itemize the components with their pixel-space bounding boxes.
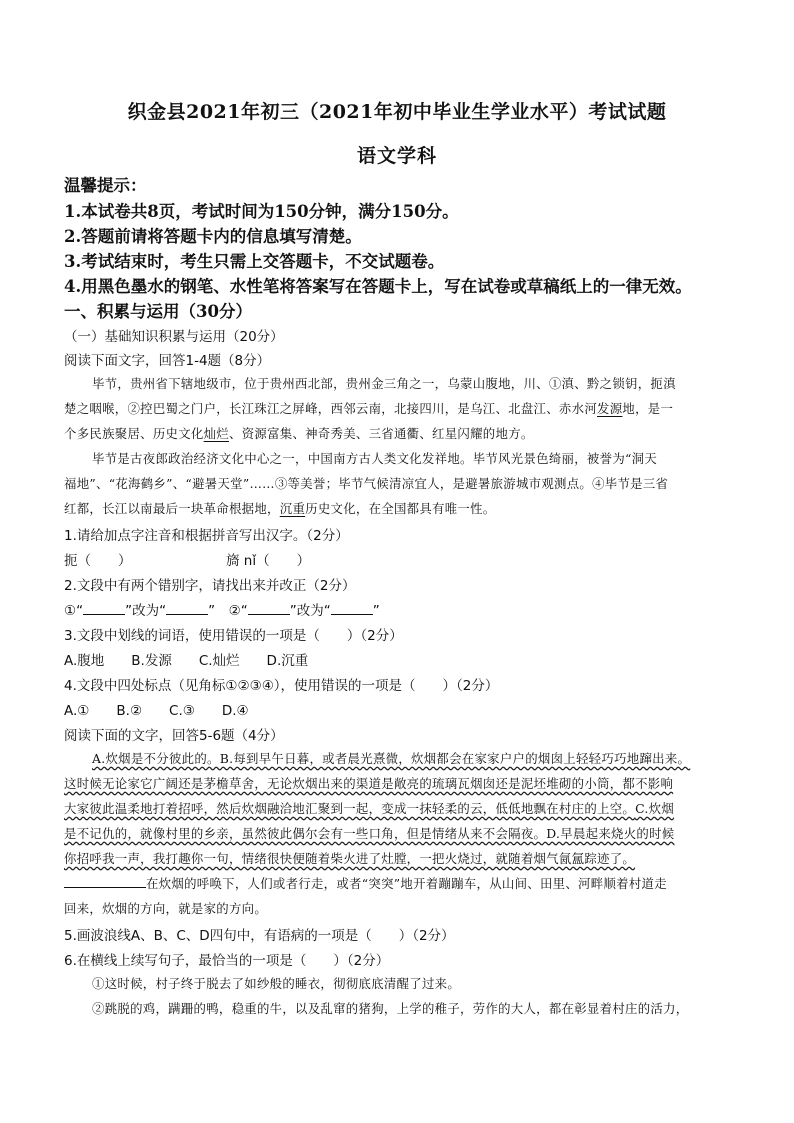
tips-heading: 温馨提示： xyxy=(64,176,147,195)
tip-item: 4.用黑色墨水的钢笔、水性笔将答案写在答题卡上，写在试卷或草稿纸上的一律无效。 xyxy=(64,277,692,296)
tip-item: 3.考试结束时，考生只需上交答题卡，不交试题卷。 xyxy=(64,252,445,271)
options: A.腹地 B.发源 C.灿烂 D.沉重 xyxy=(64,653,309,669)
passage-line xyxy=(92,749,690,767)
wavy-sentence: 是不记仇的，就像村里的乡亲，虽然彼此偶尔会有一些口角，但是情绪从来不会隔夜。D.早晨起来烧火的时候 xyxy=(64,826,675,841)
passage-line: 在炊烟的呼唤下，人们或者行走，或者“突突”地开着蹦蹦车，从山间、田里、河畔顺着村道走 xyxy=(64,874,667,892)
underlined-word: 发源 xyxy=(597,401,623,416)
passage-line: 红都，长江以南最后一块革命根据地，沉重历史文化，在全国都具有唯一性。 xyxy=(64,501,496,516)
subsection-heading: （一）基础知识积累与运用（20分） xyxy=(64,329,284,345)
passage-line: 回来，炊烟的方向，就是家的方向。 xyxy=(64,901,268,916)
passage-line: 毕节是古夜郎政治经济文化中心之一，中国南方古人类文化发祥地。毕节风光景色绮丽，被誉为“洞天 xyxy=(92,451,658,466)
section-heading: 一、积累与运用（30分） xyxy=(64,302,252,321)
answer-blank[interactable] xyxy=(166,602,208,615)
passage-line xyxy=(64,774,673,792)
wavy-sentence: A.炊烟是不分彼此的。B.每到早午日暮，或者晨光熹微，炊烟都会在家家户户的烟囱上轻轻巧巧地蹿出来。 xyxy=(92,751,691,766)
passage-line: 福地”、“花海鹤乡”、“避暑天堂”……③等美誉；毕节气候清凉宜人，是避暑旅游城市观测点。④毕节是三省 xyxy=(64,476,669,491)
passage-line xyxy=(64,849,635,867)
wavy-sentence: 大家彼此温柔地打着招呼，然后炊烟融洽地汇聚到一起，变成一抹轻柔的云，低低地飘在村庄的上空。 xyxy=(64,801,636,816)
wavy-sentence: C.炊烟 xyxy=(635,801,675,816)
question-2: 2.文段中有两个错别字，请找出来并改正（2分） xyxy=(64,578,356,594)
option-text: ①这时候，村子终于脱去了如纱般的睡衣，彻彻底底清醒了过来。 xyxy=(92,976,461,991)
reading-intro: 阅读下面的文字，回答5-6题（4分） xyxy=(64,728,284,744)
question-1: 1.请给加点字注音和根据拼音写出汉字。（2分） xyxy=(64,528,349,544)
question-3: 3.文段中划线的词语，使用错误的一项是（ ）（2分） xyxy=(64,628,403,644)
wavy-sentence: 你招呼我一声，我打趣你一句，情绪很快便随着柴火进了灶膛，一把火烧过，就随着烟气氤氲踪迹了。 xyxy=(64,851,636,866)
answer-blank[interactable] xyxy=(248,602,290,615)
answer-blank[interactable] xyxy=(331,602,373,615)
exam-title: 织金县2021年初三（2021年初中毕业生学业水平）考试试题 xyxy=(127,101,667,123)
question-6: 6.在横线上续写句子，最恰当的一项是（ ）（2分） xyxy=(64,953,390,969)
passage-line xyxy=(64,824,675,842)
underlined-word: 灿烂 xyxy=(203,426,229,441)
options: A.① B.② C.③ D.④ xyxy=(64,703,249,719)
passage-line: 楚之咽喉，②控巴蜀之门户，长江珠江之屏峰，西邻云南，北接四川，是乌江、北盘江、赤水河发源地，是一 xyxy=(64,401,674,416)
underlined-word: 沉重 xyxy=(279,501,306,516)
answer-blank[interactable]: 扼（ ） xyxy=(64,553,132,569)
reading-intro: 阅读下面文字，回答1-4题（8分） xyxy=(64,353,271,369)
passage-line xyxy=(64,799,674,817)
answer-blank[interactable] xyxy=(83,602,125,615)
correction-blanks: ①“ ”改为“ ” ②“ ”改为“ ” xyxy=(64,603,380,619)
wavy-sentence: 这时候无论家它广阔还是茅檐草舍，无论炊烟出来的渠道是敞亮的琉璃瓦烟囱还是泥坯堆砌的小筒，都不影响 xyxy=(64,776,674,791)
question-5: 5.画波浪线A、B、C、D四句中，有语病的一项是（ ）（2分） xyxy=(64,928,455,944)
passage-line: 个多民族聚居、历史文化灿烂、资源富集、神奇秀美、三省通衢、红星闪耀的地方。 xyxy=(64,426,534,441)
passage-line: 毕节，贵州省下辖地级市，位于贵州西北部，贵州金三角之一，乌蒙山腹地，川、①滇、黔之锁钥，扼滇 xyxy=(92,376,676,391)
tip-item: 2.答题前请将答题卡内的信息填写清楚。 xyxy=(64,227,362,246)
tip-item: 1.本试卷共8页，考试时间为150分钟，满分150分。 xyxy=(64,202,459,221)
subject-title: 语文学科 xyxy=(356,145,437,167)
answer-blank[interactable]: 旖 nǐ（ ） xyxy=(226,553,311,569)
question-4: 4.文段中四处标点（见角标①②③④），使用错误的一项是（ ）（2分） xyxy=(64,678,499,694)
fill-blank[interactable] xyxy=(64,875,146,888)
option-text: ②跳脱的鸡，蹒跚的鸭，稳重的牛，以及乱窜的猪狗，上学的稚子，劳作的大人，都在彰显着村庄的活力， xyxy=(92,1001,689,1016)
